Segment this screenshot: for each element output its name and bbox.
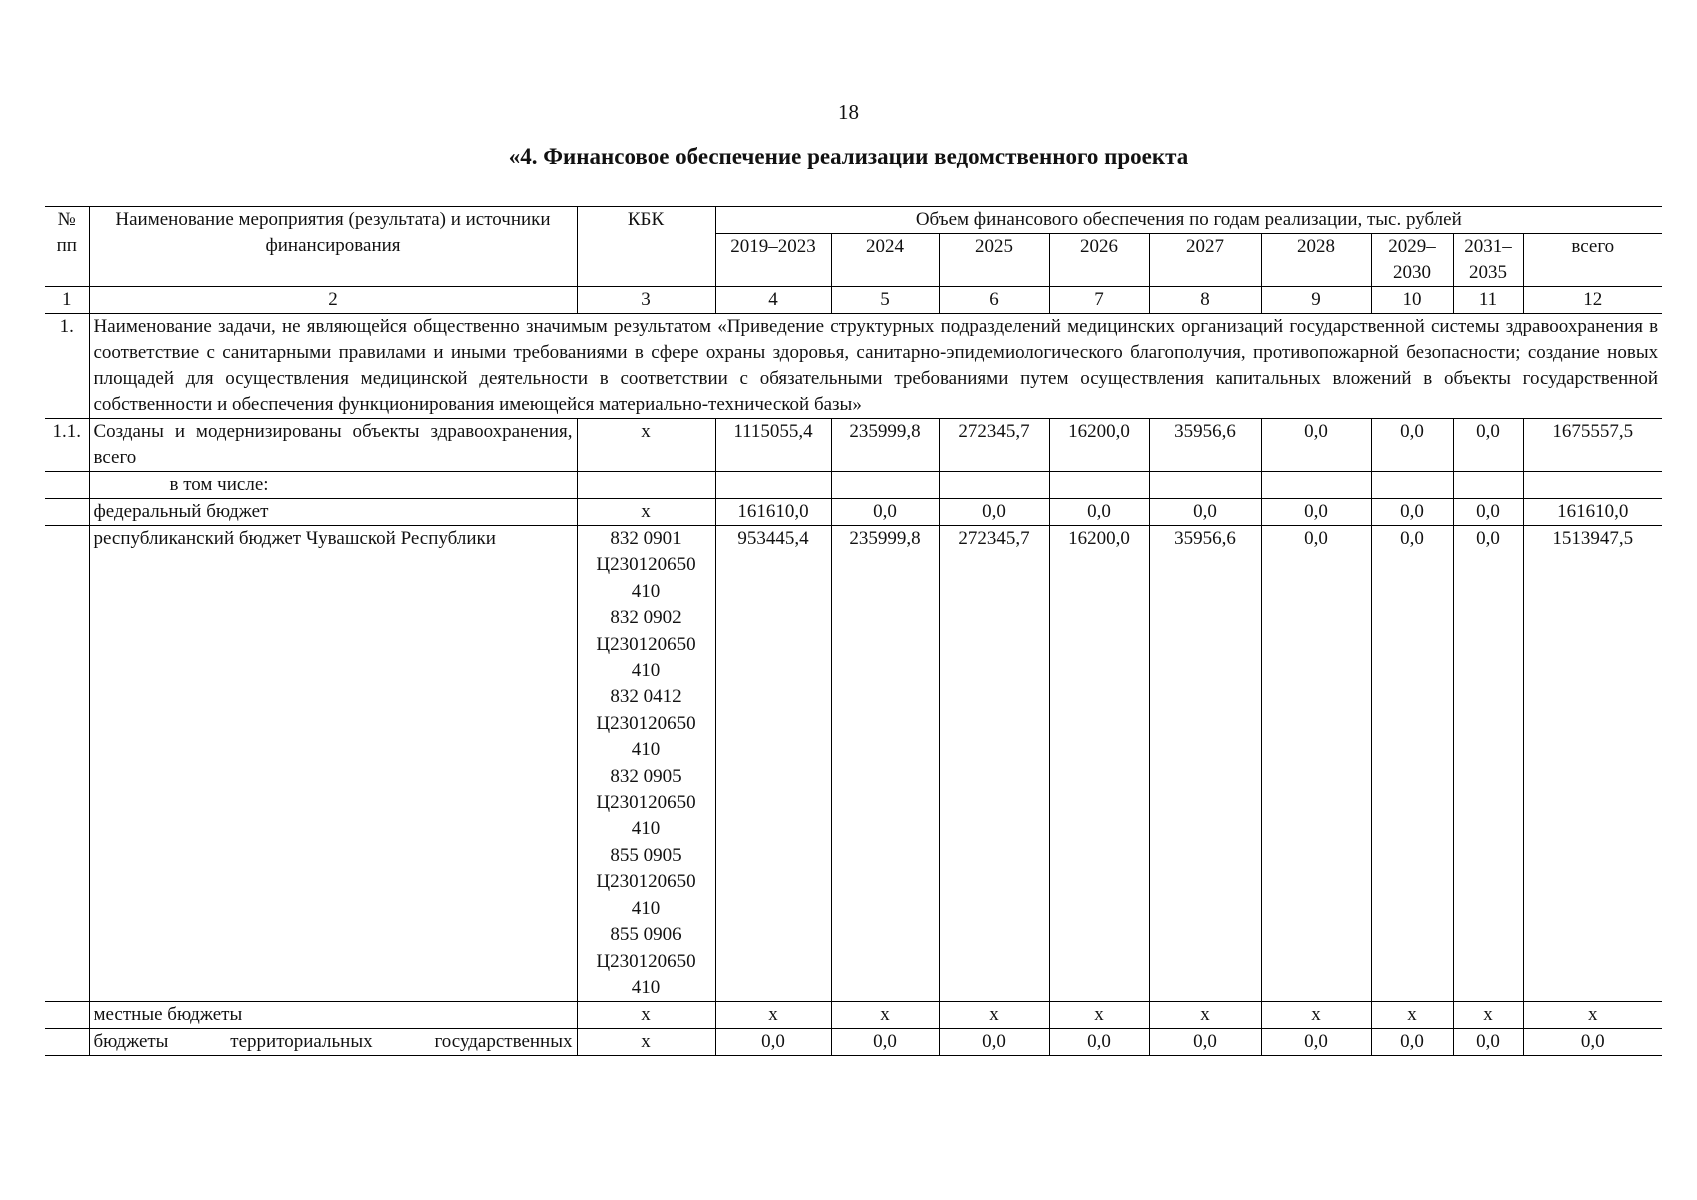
- row-value: 1115055,4: [715, 419, 831, 472]
- kbk-code: 855 0905: [610, 844, 682, 866]
- row-value: [1049, 472, 1149, 499]
- kbk-code: 410: [631, 818, 661, 840]
- column-number: 2: [89, 287, 577, 314]
- column-number: 7: [1049, 287, 1149, 314]
- row-value: x: [831, 1002, 939, 1029]
- kbk-code: 410: [631, 660, 661, 682]
- row-value: 0,0: [1049, 1029, 1149, 1056]
- task-text: Наименование задачи, не являющейся общественно значимым результатом «Приведение структурных подразделений медицинских организаций государственной системы здравоохранения в соответствие с санитарными правилами и иными требованиями в сфере охраны здоровья, санитарно-эпидемиологического благополучия, противопожарной безопасности; создание новых площадей для осуществления медицинской деятельности в соответствии с обязательными требованиями путем осуществления капитальных вложений в объекты государственной собственности и обеспечения функционирования имеющейся материально-технической базы»: [89, 314, 1662, 419]
- row-value: 0,0: [1371, 1029, 1453, 1056]
- kbk-code: Ц230120650: [596, 792, 696, 814]
- row-value: 0,0: [939, 1029, 1049, 1056]
- row-value: [939, 472, 1049, 499]
- task-row: [45, 314, 1662, 419]
- header-year: 2025: [939, 234, 1049, 287]
- column-number: 11: [1453, 287, 1523, 314]
- kbk-code: 832 0905: [610, 765, 682, 787]
- row-value: 0,0: [715, 1029, 831, 1056]
- kbk-code: 410: [631, 580, 661, 602]
- row-value: 0,0: [1453, 499, 1523, 526]
- row-value: 16200,0: [1049, 419, 1149, 472]
- financing-table: [45, 206, 1662, 1056]
- task-num: 1.: [45, 314, 89, 419]
- row-kbk-list: [577, 526, 715, 1002]
- page-number: 18: [838, 100, 859, 124]
- row-value: 35956,6: [1149, 419, 1261, 472]
- row-value: 272345,7: [939, 419, 1049, 472]
- row-num: [45, 526, 89, 1002]
- row-value: 0,0: [831, 1029, 939, 1056]
- row-name: республиканский бюджет Чувашской Республики: [89, 526, 577, 1002]
- row-num: [45, 1002, 89, 1029]
- kbk-code: 855 0906: [610, 924, 682, 946]
- row-num: [45, 499, 89, 526]
- row-value: 0,0: [1371, 419, 1453, 472]
- row-value: 235999,8: [831, 419, 939, 472]
- column-number: 8: [1149, 287, 1261, 314]
- row-value: 0,0: [1261, 1029, 1371, 1056]
- row-value: 161610,0: [1523, 499, 1662, 526]
- row-name: федеральный бюджет: [89, 499, 577, 526]
- row-num: [45, 472, 89, 499]
- column-number: 10: [1371, 287, 1453, 314]
- row-value: 0,0: [1453, 526, 1523, 1002]
- row-value: 0,0: [1149, 499, 1261, 526]
- row-name: бюджеты территориальных государственных: [89, 1029, 577, 1056]
- section-title: «4. Финансовое обеспечение реализации ведомственного проекта: [508, 144, 1189, 169]
- row-value: 0,0: [1523, 1029, 1662, 1056]
- column-number: 1: [45, 287, 89, 314]
- header-year: 2024: [831, 234, 939, 287]
- header-year: 2026: [1049, 234, 1149, 287]
- row-value: 35956,6: [1149, 526, 1261, 1002]
- table-row: [45, 526, 1662, 1002]
- header-name: Наименование мероприятия (результата) и источники финансирования: [89, 207, 577, 287]
- row-value: 272345,7: [939, 526, 1049, 1002]
- row-value: 0,0: [1261, 526, 1371, 1002]
- kbk-code: 832 0412: [610, 686, 682, 708]
- row-name: Созданы и модернизированы объекты здравоохранения, всего: [89, 419, 577, 472]
- row-num: 1.1.: [45, 419, 89, 472]
- row-name: местные бюджеты: [89, 1002, 577, 1029]
- row-kbk: x: [577, 499, 715, 526]
- row-kbk: [577, 472, 715, 499]
- table-row: [45, 472, 1662, 499]
- row-value: 0,0: [1371, 499, 1453, 526]
- column-number: 9: [1261, 287, 1371, 314]
- header-volume: Объем финансового обеспечения по годам реализации, тыс. рублей: [715, 207, 1662, 234]
- row-value: 0,0: [1371, 526, 1453, 1002]
- kbk-code: Ц230120650: [596, 871, 696, 893]
- row-value: 1513947,5: [1523, 526, 1662, 1002]
- row-value: 0,0: [1049, 499, 1149, 526]
- row-value: [715, 472, 831, 499]
- row-value: 0,0: [831, 499, 939, 526]
- table-row: [45, 1029, 1662, 1056]
- row-value: 0,0: [1453, 419, 1523, 472]
- row-value: [1371, 472, 1453, 499]
- row-value: x: [715, 1002, 831, 1029]
- header-year: 2019–2023: [715, 234, 831, 287]
- row-value: 0,0: [939, 499, 1049, 526]
- kbk-code: 832 0901: [610, 528, 682, 549]
- row-value: [831, 472, 939, 499]
- table-row: [45, 1002, 1662, 1029]
- kbk-code: Ц230120650: [596, 554, 696, 576]
- header-year: 2029–2030: [1371, 234, 1453, 287]
- row-value: [1523, 472, 1662, 499]
- header-year: 2028: [1261, 234, 1371, 287]
- row-name: в том числе:: [89, 472, 577, 499]
- kbk-code: 832 0902: [610, 607, 682, 629]
- column-number: 5: [831, 287, 939, 314]
- row-value: 16200,0: [1049, 526, 1149, 1002]
- row-kbk: x: [577, 1002, 715, 1029]
- row-value: x: [1371, 1002, 1453, 1029]
- header-year: 2027: [1149, 234, 1261, 287]
- header-year: 2031–2035: [1453, 234, 1523, 287]
- column-number: 3: [577, 287, 715, 314]
- row-value: 1675557,5: [1523, 419, 1662, 472]
- row-value: x: [1453, 1002, 1523, 1029]
- kbk-code: Ц230120650: [596, 712, 696, 734]
- table-row: [45, 419, 1662, 472]
- kbk-code: Ц230120650: [596, 950, 696, 972]
- row-value: 0,0: [1149, 1029, 1261, 1056]
- header-num: № пп: [45, 207, 89, 287]
- column-number: 6: [939, 287, 1049, 314]
- header-total: всего: [1523, 234, 1662, 287]
- header-row-1: [45, 207, 1662, 234]
- row-value: x: [1261, 1002, 1371, 1029]
- table-row: [45, 499, 1662, 526]
- row-value: x: [1523, 1002, 1662, 1029]
- column-number: 4: [715, 287, 831, 314]
- row-kbk: x: [577, 419, 715, 472]
- row-num: [45, 1029, 89, 1056]
- row-value: [1149, 472, 1261, 499]
- row-value: 0,0: [1261, 499, 1371, 526]
- row-value: x: [1149, 1002, 1261, 1029]
- row-value: 235999,8: [831, 526, 939, 1002]
- row-value: 953445,4: [715, 526, 831, 1002]
- kbk-code: Ц230120650: [596, 633, 696, 655]
- kbk-code: 410: [631, 739, 661, 761]
- row-value: 0,0: [1261, 419, 1371, 472]
- column-numbers-row: [45, 287, 1662, 314]
- header-kbk: КБК: [577, 207, 715, 287]
- row-kbk: x: [577, 1029, 715, 1056]
- row-value: [1453, 472, 1523, 499]
- row-value: x: [1049, 1002, 1149, 1029]
- kbk-code: 410: [631, 976, 661, 998]
- row-value: 161610,0: [715, 499, 831, 526]
- column-number: 12: [1523, 287, 1662, 314]
- row-value: 0,0: [1453, 1029, 1523, 1056]
- kbk-code: 410: [631, 897, 661, 919]
- row-value: x: [939, 1002, 1049, 1029]
- row-value: [1261, 472, 1371, 499]
